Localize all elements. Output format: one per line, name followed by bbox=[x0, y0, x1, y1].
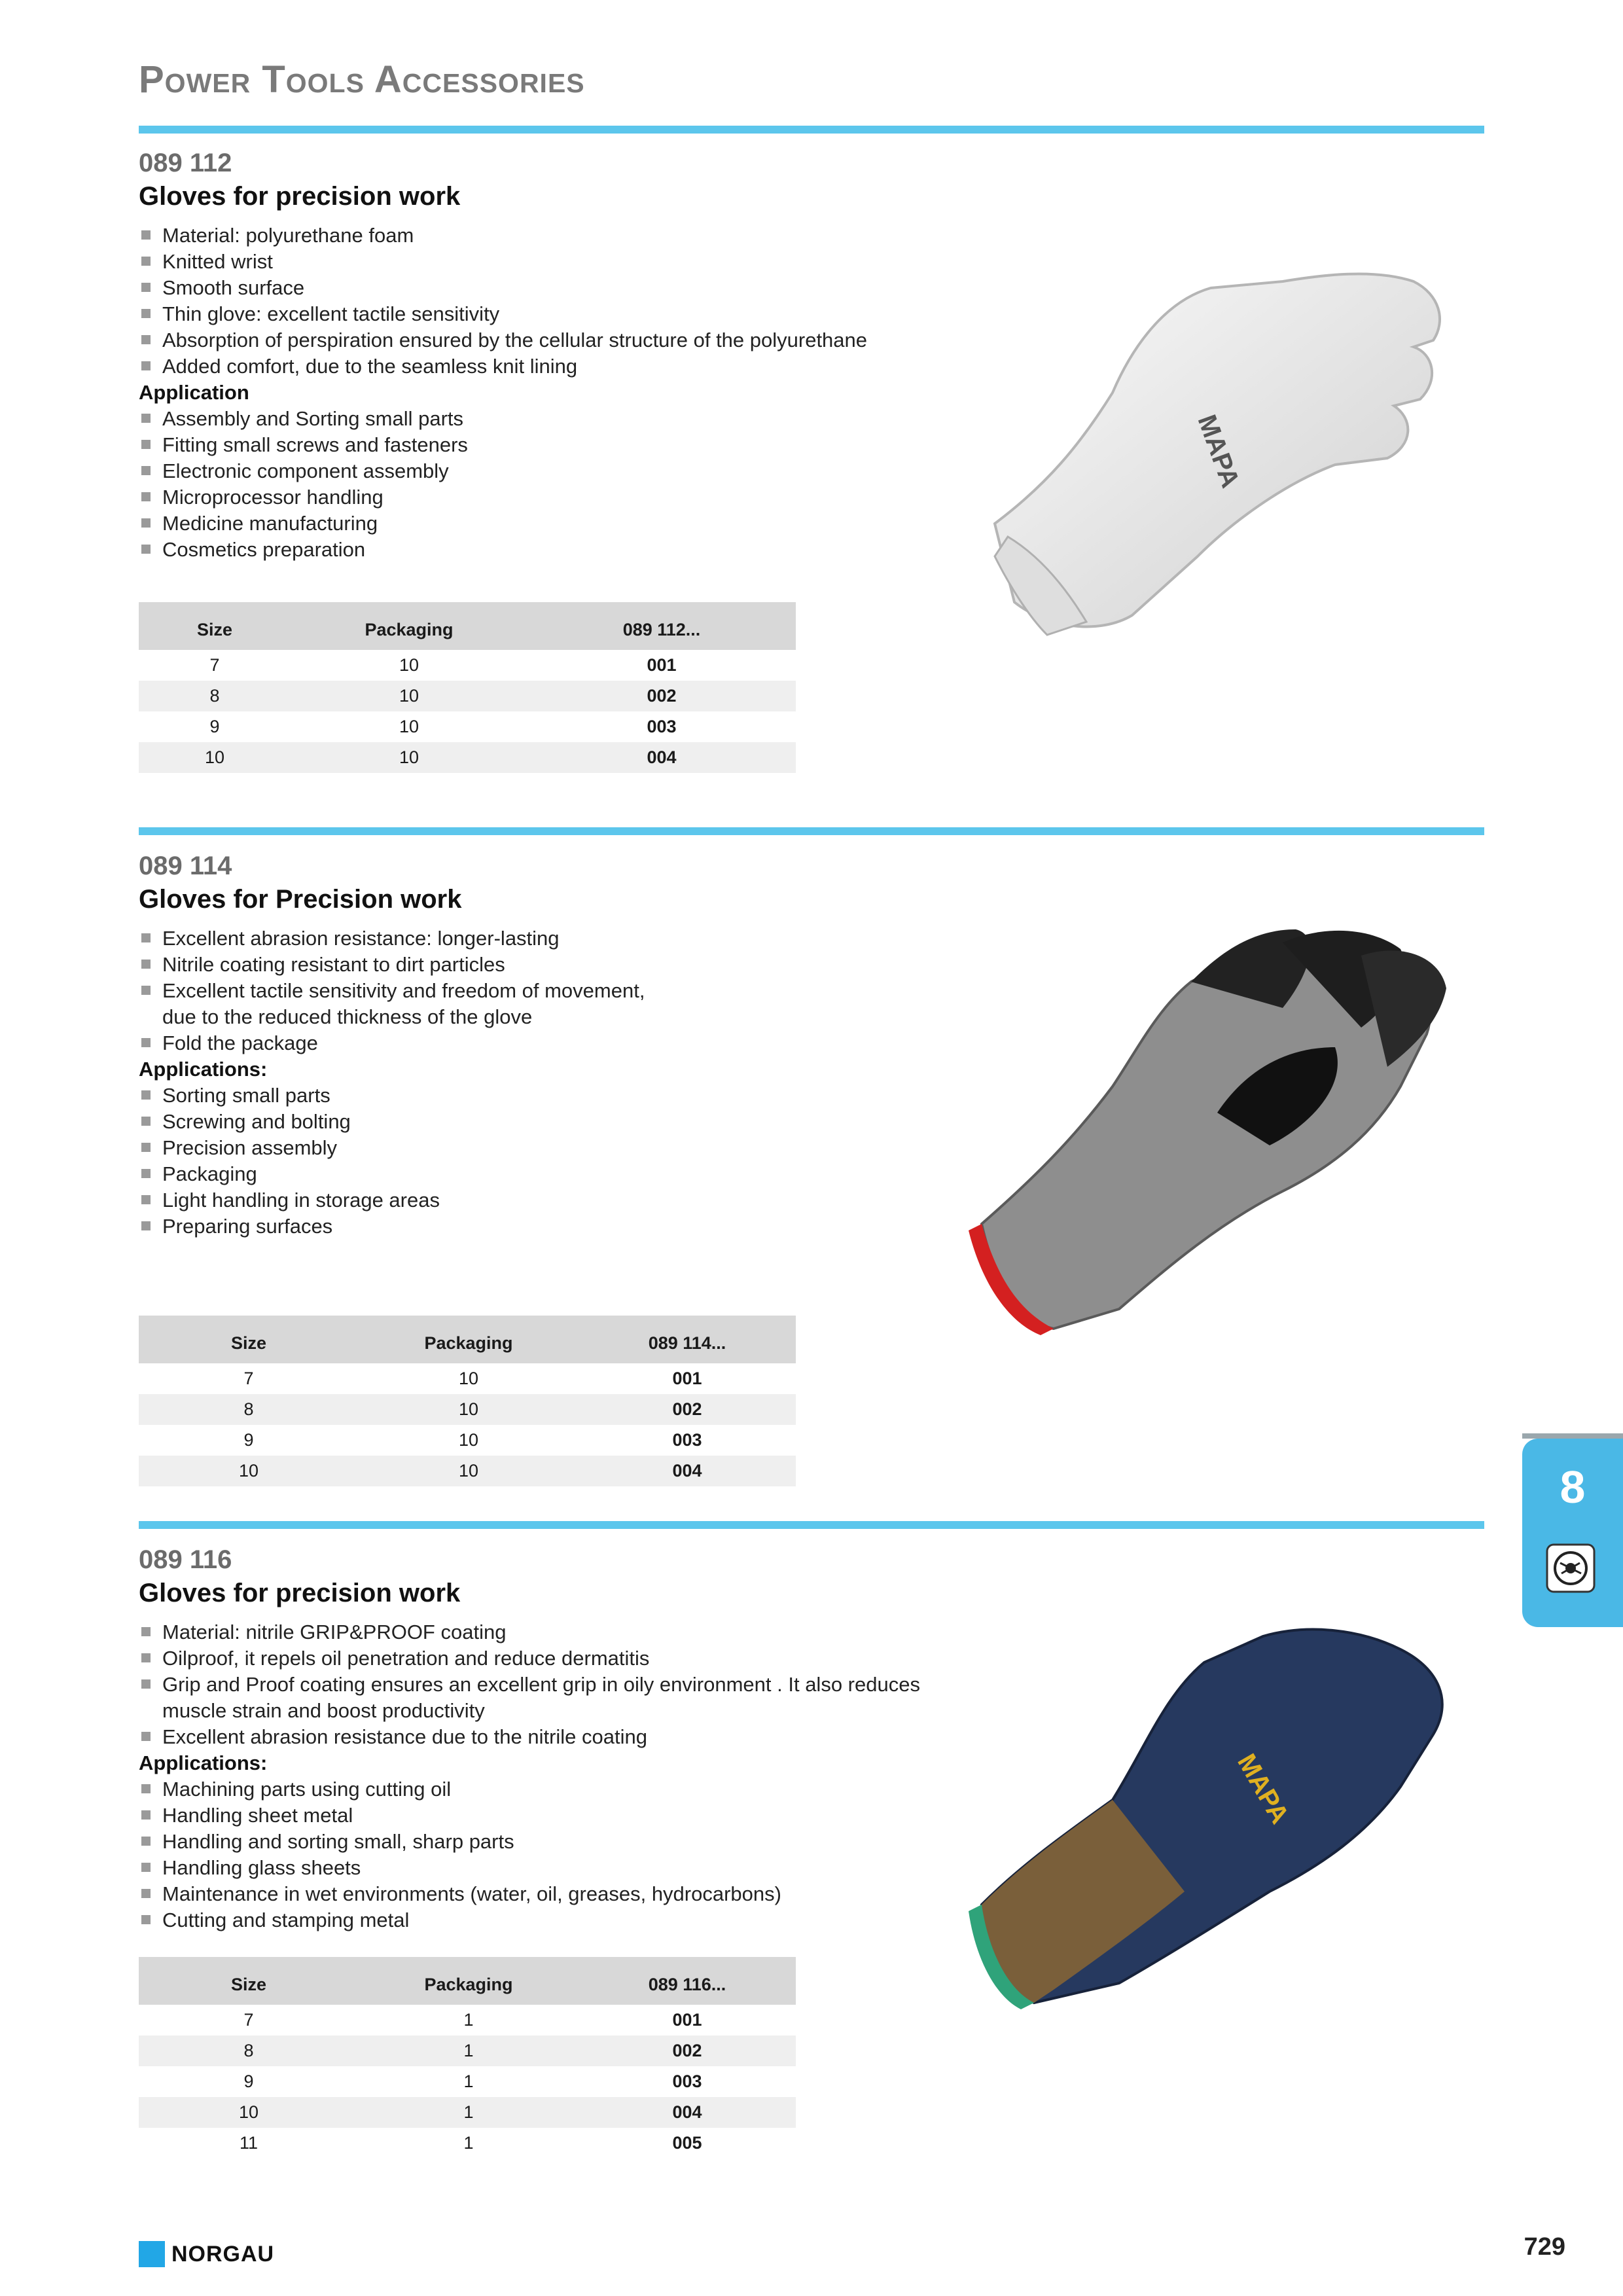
table-cell: 1 bbox=[463, 2133, 474, 2153]
table-cell: 8 bbox=[139, 1394, 359, 1425]
table-row bbox=[139, 1456, 796, 1486]
list-item: Knitted wrist bbox=[139, 249, 1484, 275]
table-cell: 001 bbox=[647, 655, 677, 675]
list-item-continuation: muscle strain and boost productivity bbox=[162, 1699, 485, 1722]
table-header-row bbox=[139, 1957, 796, 2005]
brand-logo bbox=[139, 2241, 274, 2267]
chapter-tab-bar bbox=[1522, 1433, 1623, 1439]
list-item: Smooth surface bbox=[139, 275, 1484, 301]
product-title: Gloves for precision work bbox=[139, 182, 461, 211]
table-cell: 10 bbox=[359, 1456, 579, 1486]
table-header-row bbox=[139, 1316, 796, 1363]
list-item: Excellent abrasion resistance due to the nitrile coating bbox=[139, 1724, 1484, 1750]
list-item: Material: polyurethane foam bbox=[139, 223, 1484, 249]
product-code: 089 114 bbox=[139, 852, 232, 880]
list-item: Light handling in storage areas bbox=[139, 1187, 1484, 1213]
table-cell: 7 bbox=[243, 2010, 254, 2030]
spec-table-089112 bbox=[139, 602, 796, 773]
table-row bbox=[139, 1425, 796, 1456]
list-item: Fitting small screws and fasteners bbox=[139, 432, 1484, 458]
column-header: Packaging bbox=[359, 1316, 579, 1363]
product-title: Gloves for precision work bbox=[139, 1579, 461, 1607]
table-cell: 1 bbox=[463, 2010, 474, 2030]
table-cell: 003 bbox=[672, 1430, 702, 1450]
column-header: 089 114... bbox=[579, 1316, 796, 1363]
table-cell: 11 bbox=[239, 2133, 259, 2153]
table-cell: 10 bbox=[139, 2097, 359, 2128]
table-cell: 10 bbox=[458, 1369, 479, 1388]
list-item: Material: nitrile GRIP&PROOF coating bbox=[139, 1619, 1484, 1645]
table-cell: 1 bbox=[359, 2036, 579, 2066]
column-header: 089 112... bbox=[527, 602, 796, 650]
table-row bbox=[139, 2097, 796, 2128]
list-item: Handling and sorting small, sharp parts bbox=[139, 1829, 1484, 1855]
table-cell: 005 bbox=[672, 2133, 702, 2153]
table-cell: 8 bbox=[139, 681, 291, 711]
table-cell: 002 bbox=[579, 1394, 796, 1425]
list-item: Microprocessor handling bbox=[139, 484, 1484, 511]
glove-logo: MAPA bbox=[1232, 1749, 1294, 1829]
table-row bbox=[139, 1394, 796, 1425]
table-row bbox=[139, 742, 796, 773]
table-cell: 004 bbox=[527, 742, 796, 773]
list-item: Cosmetics preparation bbox=[139, 537, 1484, 563]
list-item: Packaging bbox=[139, 1161, 1484, 1187]
column-header: Size bbox=[139, 1316, 359, 1363]
spec-table-089114 bbox=[139, 1316, 796, 1486]
table-header-row bbox=[139, 602, 796, 650]
list-item: Maintenance in wet environments (water, oil, greases, hydrocarbons) bbox=[139, 1881, 1484, 1907]
table-cell: 003 bbox=[647, 717, 677, 736]
table-cell: 10 bbox=[399, 717, 419, 736]
table-cell: 9 bbox=[243, 1430, 254, 1450]
list-item: Handling glass sheets bbox=[139, 1855, 1484, 1881]
table-cell: 1 bbox=[463, 2072, 474, 2091]
list-item: Assembly and Sorting small parts bbox=[139, 406, 1484, 432]
column-header: Size bbox=[139, 602, 291, 650]
section-divider bbox=[139, 126, 1484, 134]
list-item-text: Grip and Proof coating ensures an excellent grip in oily environment . It also reduces bbox=[162, 1673, 920, 1696]
list-item: Fold the package bbox=[139, 1030, 1484, 1056]
table-row bbox=[139, 2128, 796, 2159]
table-row bbox=[139, 681, 796, 711]
table-cell: 10 bbox=[139, 1456, 359, 1486]
list-item: Excellent abrasion resistance: longer-lasting bbox=[139, 925, 1484, 952]
glove-logo: MAPA bbox=[1192, 411, 1245, 492]
table-cell: 10 bbox=[458, 1430, 479, 1450]
list-item: Absorption of perspiration ensured by the cellular structure of the polyurethane bbox=[139, 327, 1484, 353]
brand-name: NORGAU bbox=[171, 2241, 275, 2267]
list-item: Preparing surfaces bbox=[139, 1213, 1484, 1240]
column-header: Packaging bbox=[359, 1957, 579, 2005]
product-code: 089 116 bbox=[139, 1545, 232, 1574]
product-title: Gloves for Precision work bbox=[139, 885, 462, 914]
page-number: 729 bbox=[1524, 2233, 1565, 2261]
list-item: Thin glove: excellent tactile sensitivity bbox=[139, 301, 1484, 327]
table-cell: 7 bbox=[243, 1369, 254, 1388]
logo-square-icon bbox=[139, 2241, 165, 2267]
table-cell: 1 bbox=[359, 2097, 579, 2128]
section-divider bbox=[139, 827, 1484, 835]
list-item: Precision assembly bbox=[139, 1135, 1484, 1161]
column-header: Size bbox=[139, 1957, 359, 2005]
spec-table-089116 bbox=[139, 1957, 796, 2159]
grey-glove-image bbox=[942, 916, 1466, 1335]
list-item: Nitrile coating resistant to dirt particles bbox=[139, 952, 1484, 978]
table-row bbox=[139, 1363, 796, 1394]
page-title: Power Tools Accessories bbox=[139, 58, 585, 101]
table-cell: 004 bbox=[579, 2097, 796, 2128]
list-item: Cutting and stamping metal bbox=[139, 1907, 1484, 1933]
list-item: Added comfort, due to the seamless knit lining bbox=[139, 353, 1484, 380]
blue-glove-image bbox=[969, 1617, 1479, 2009]
grinding-disc-icon bbox=[1546, 1543, 1596, 1593]
table-cell: 10 bbox=[399, 655, 419, 675]
table-row bbox=[139, 2005, 796, 2036]
applications-label: Applications: bbox=[139, 1751, 268, 1774]
table-cell: 10 bbox=[291, 742, 527, 773]
column-header: 089 116... bbox=[579, 1957, 796, 2005]
table-cell: 002 bbox=[579, 2036, 796, 2066]
table-cell: 001 bbox=[672, 2010, 702, 2030]
table-row bbox=[139, 711, 796, 742]
table-row bbox=[139, 650, 796, 681]
table-cell: 10 bbox=[359, 1394, 579, 1425]
table-cell: 7 bbox=[209, 655, 220, 675]
table-cell: 8 bbox=[139, 2036, 359, 2066]
applications-label: Applications: bbox=[139, 1058, 268, 1081]
table-row bbox=[139, 2066, 796, 2097]
list-item: Oilproof, it repels oil penetration and reduce dermatitis bbox=[139, 1645, 1484, 1672]
table-cell: 002 bbox=[527, 681, 796, 711]
product-code: 089 112 bbox=[139, 149, 232, 177]
list-item-text: Excellent tactile sensitivity and freedom of movement, bbox=[162, 979, 645, 1002]
list-item: Electronic component assembly bbox=[139, 458, 1484, 484]
chapter-number: 8 bbox=[1560, 1462, 1586, 1513]
white-glove-image bbox=[916, 249, 1466, 641]
table-cell: 10 bbox=[139, 742, 291, 773]
table-row bbox=[139, 2036, 796, 2066]
list-item: Sorting small parts bbox=[139, 1083, 1484, 1109]
applications-label: Application bbox=[139, 381, 249, 404]
table-cell: 003 bbox=[672, 2072, 702, 2091]
section-divider bbox=[139, 1521, 1484, 1529]
list-item-continuation: due to the reduced thickness of the glove bbox=[162, 1005, 533, 1028]
list-item: Handling sheet metal bbox=[139, 1803, 1484, 1829]
table-cell: 004 bbox=[579, 1456, 796, 1486]
list-item: Screwing and bolting bbox=[139, 1109, 1484, 1135]
table-cell: 9 bbox=[209, 717, 220, 736]
list-item: Machining parts using cutting oil bbox=[139, 1776, 1484, 1803]
table-cell: 10 bbox=[291, 681, 527, 711]
column-header: Packaging bbox=[291, 602, 527, 650]
table-cell: 9 bbox=[243, 2072, 254, 2091]
table-cell: 001 bbox=[672, 1369, 702, 1388]
list-item: Medicine manufacturing bbox=[139, 511, 1484, 537]
